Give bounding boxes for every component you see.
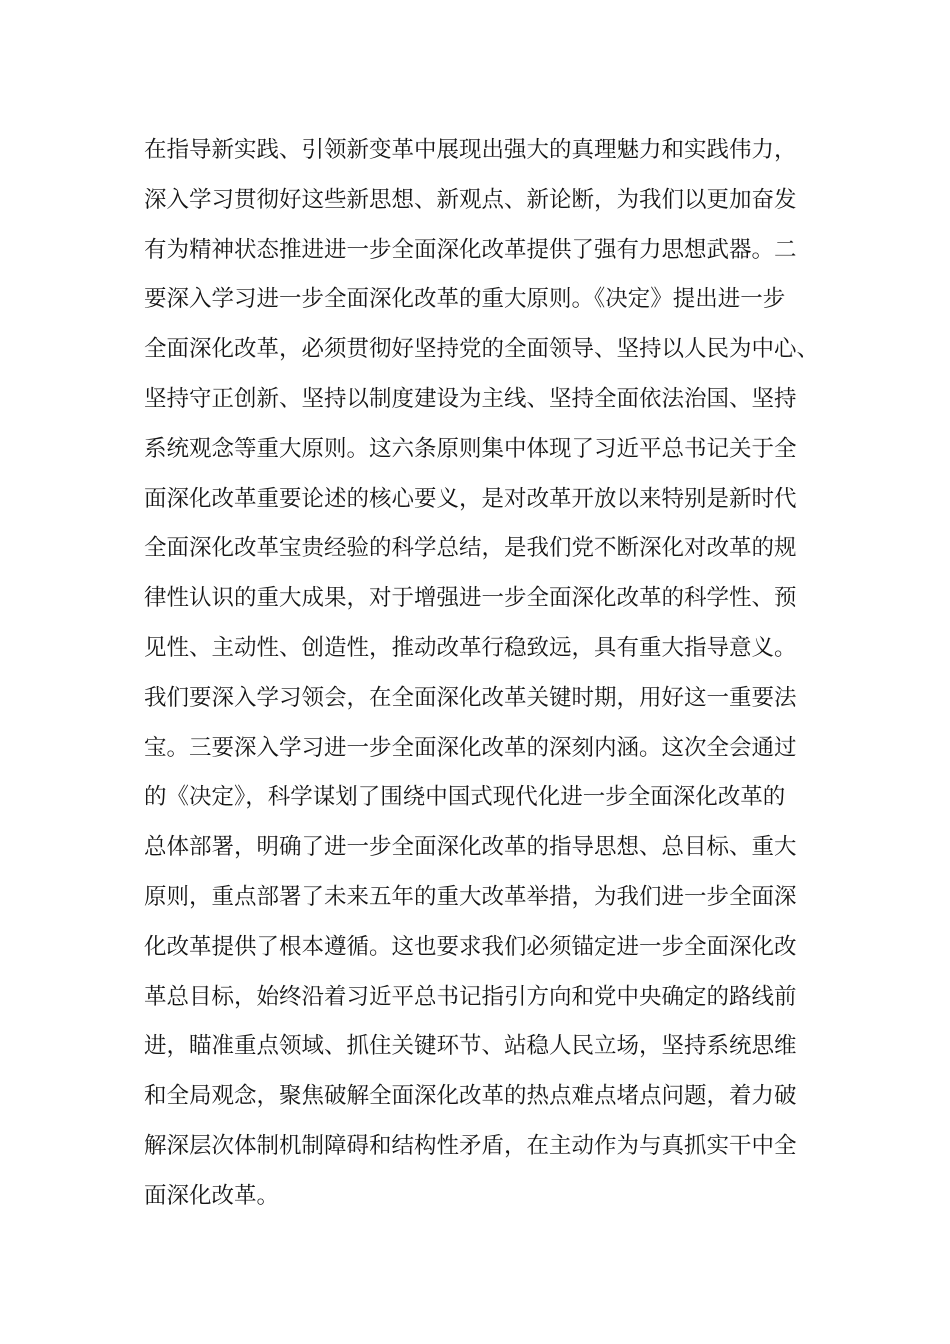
text-line: 进，瞄准重点领域、抓住关键环节、站稳人民立场，坚持系统思维 — [144, 1033, 797, 1060]
text-line: 全面深化改革，必须贯彻好坚持党的全面领导、坚持以人民为中心、 — [144, 336, 820, 363]
text-line: 总体部署，明确了进一步全面深化改革的指导思想、总目标、重大 — [144, 834, 797, 861]
text-line: 革总目标，始终沿着习近平总书记指引方向和党中央确定的路线前 — [144, 983, 797, 1010]
text-line: 深入学习贯彻好这些新思想、新观点、新论断，为我们以更加奋发 — [144, 186, 797, 213]
text-line: 全面深化改革宝贵经验的科学总结，是我们党不断深化对改革的规 — [144, 535, 797, 562]
body-paragraph — [144, 126, 820, 1222]
text-line: 见性、主动性、创造性，推动改革行稳致远，具有重大指导意义。 — [144, 634, 797, 661]
text-line: 化改革提供了根本遵循。这也要求我们必须锚定进一步全面深化改 — [144, 933, 797, 960]
text-line: 原则，重点部署了未来五年的重大改革举措，为我们进一步全面深 — [144, 883, 797, 910]
text-line: 律性认识的重大成果，对于增强进一步全面深化改革的科学性、预 — [144, 585, 797, 612]
text-line: 解深层次体制机制障碍和结构性矛盾，在主动作为与真抓实干中全 — [144, 1132, 797, 1159]
text-line: 的《决定》，科学谋划了围绕中国式现代化进一步全面深化改革的 — [144, 784, 786, 811]
text-line: 要深入学习进一步全面深化改革的重大原则。《决定》提出进一步 — [144, 286, 786, 313]
text-line: 系统观念等重大原则。这六条原则集中体现了习近平总书记关于全 — [144, 435, 797, 462]
text-line: 和全局观念，聚焦破解全面深化改革的热点难点堵点问题，着力破 — [144, 1083, 797, 1110]
text-line: 坚持守正创新、坚持以制度建设为主线、坚持全面依法治国、坚持 — [144, 385, 797, 412]
text-line: 面深化改革。 — [144, 1182, 280, 1209]
text-line: 面深化改革重要论述的核心要义，是对改革开放以来特别是新时代 — [144, 485, 797, 512]
text-line: 有为精神状态推进进一步全面深化改革提供了强有力思想武器。二 — [144, 236, 797, 263]
text-line: 我们要深入学习领会，在全面深化改革关键时期，用好这一重要法 — [144, 684, 797, 711]
text-line: 在指导新实践、引领新变革中展现出强大的真理魅力和实践伟力， — [144, 137, 797, 163]
text-line: 宝。三要深入学习进一步全面深化改革的深刻内涵。这次全会通过 — [144, 734, 797, 761]
